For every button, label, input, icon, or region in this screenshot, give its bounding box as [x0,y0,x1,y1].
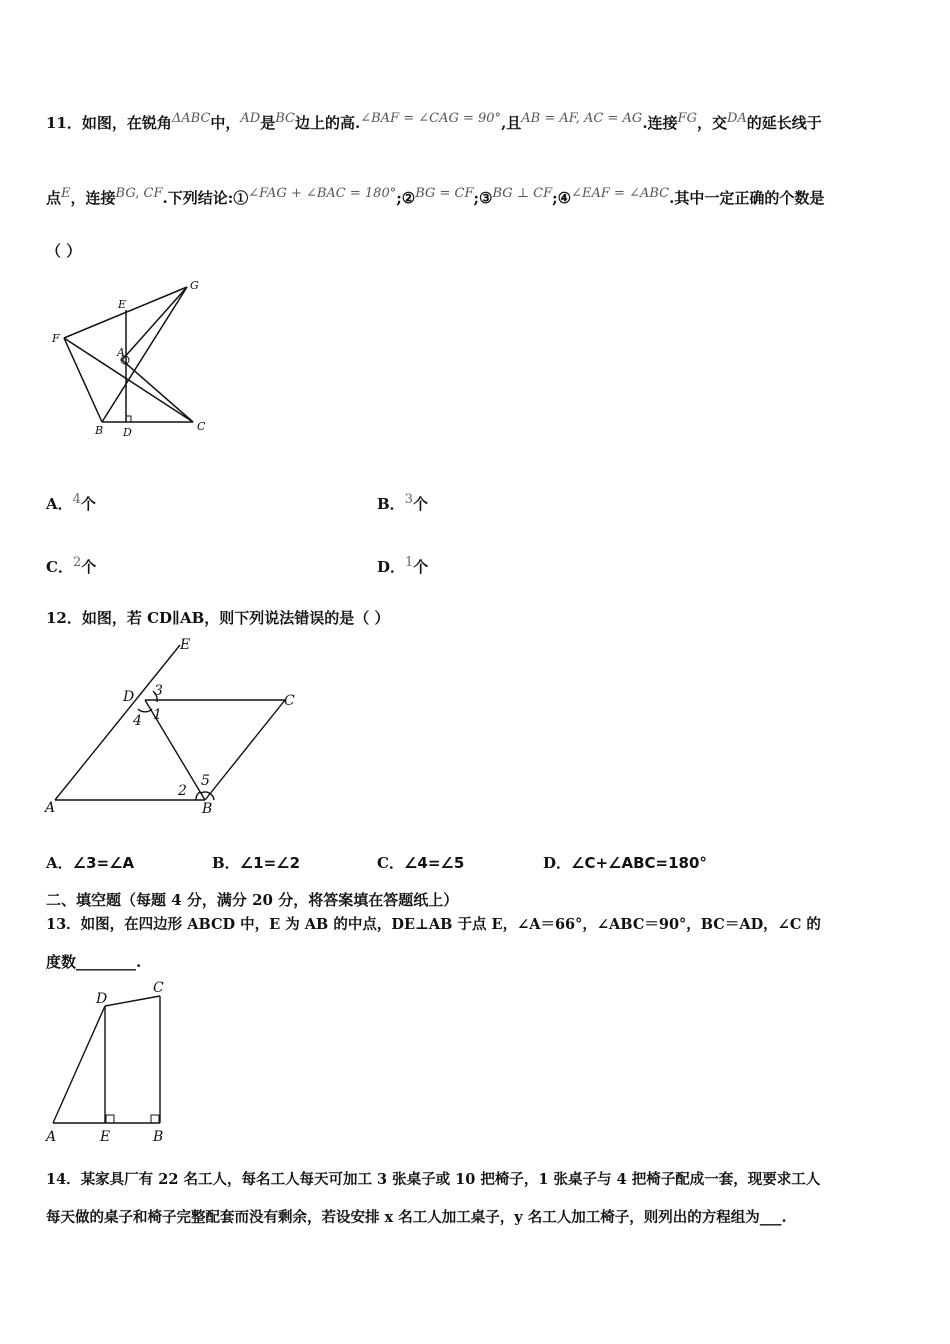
angle-2: 2 [178,783,187,799]
q11-figure [44,275,224,445]
q14-stem-line1: 14．某家具厂有 22 名工人，每名工人每天可加工 3 张桌子或 10 把椅子，1 张桌子与 4 把椅子配成一套，现要求工人 [46,1171,821,1188]
q11-option-c[interactable]: C．2个 [46,555,97,576]
label-F: F [52,332,60,345]
label-E: E [118,298,127,311]
label-E: E [100,1129,111,1145]
label-D: D [96,991,108,1007]
q11-answer-paren: （ ） [46,242,82,260]
q13-figure [40,978,180,1148]
q11-option-d[interactable]: D．1个 [377,555,429,576]
q11-option-a[interactable]: A．4个 [46,492,96,513]
label-C: C [153,980,164,996]
q13-stem-line2: 度数________. [46,953,142,971]
label-B: B [202,801,213,817]
label-B: B [95,424,104,437]
label-D: D [123,689,135,705]
q12-option-d[interactable]: D．∠C+∠ABC=180° [543,854,707,872]
q12-option-b[interactable]: B．∠1=∠2 [212,854,301,872]
label-B: B [153,1129,164,1145]
label-C: C [284,693,295,709]
label-E: E [180,637,191,653]
label-A: A [117,346,125,359]
q11-option-b[interactable]: B．3个 [377,492,428,513]
angle-1: 1 [153,707,162,723]
label-C: C [197,420,206,433]
q11-stem-line1: 11．如图，在锐角ΔABC中，AD是BC边上的高.∠BAF = ∠CAG = 90°,且AB = AF, AC = AG.连接FG，交DA的延长线于 [46,111,822,132]
label-G: G [190,279,199,292]
q11-stem-line2: 点E，连接BG, CF.下列结论:①∠FAG + ∠BAC = 180°;②BG = CF;③BG ⊥ CF;④∠EAF = ∠ABC.其中一定正确的个数是 [46,186,825,207]
label-A: A [46,1129,57,1145]
math-triangle-abc: ΔABC [171,111,211,126]
q12-stem: 12．如图，若 CD∥AB，则下列说法错误的是（ ） [46,609,390,627]
angle-4: 4 [133,713,142,729]
angle-5: 5 [201,773,210,789]
q12-option-c[interactable]: C．∠4=∠5 [377,854,465,872]
angle-3: 3 [154,683,163,699]
q14-stem-line2: 每天做的桌子和椅子完整配套而没有剩余，若设安排 x 名工人加工桌子，y 名工人加工椅子，则列出的方程组为___. [46,1209,787,1226]
q12-option-a[interactable]: A．∠3=∠A [46,854,135,872]
label-A: A [45,800,56,816]
q12-figure [40,635,310,820]
section2-title: 二、填空题（每题 4 分，满分 20 分，将答案填在答题纸上） [46,891,459,909]
q13-stem-line1: 13．如图，在四边形 ABCD 中，E 为 AB 的中点，DE⊥AB 于点 E，∠A＝66°，∠ABC＝90°，BC＝AD，∠C 的 [46,916,821,933]
label-D: D [123,426,132,439]
